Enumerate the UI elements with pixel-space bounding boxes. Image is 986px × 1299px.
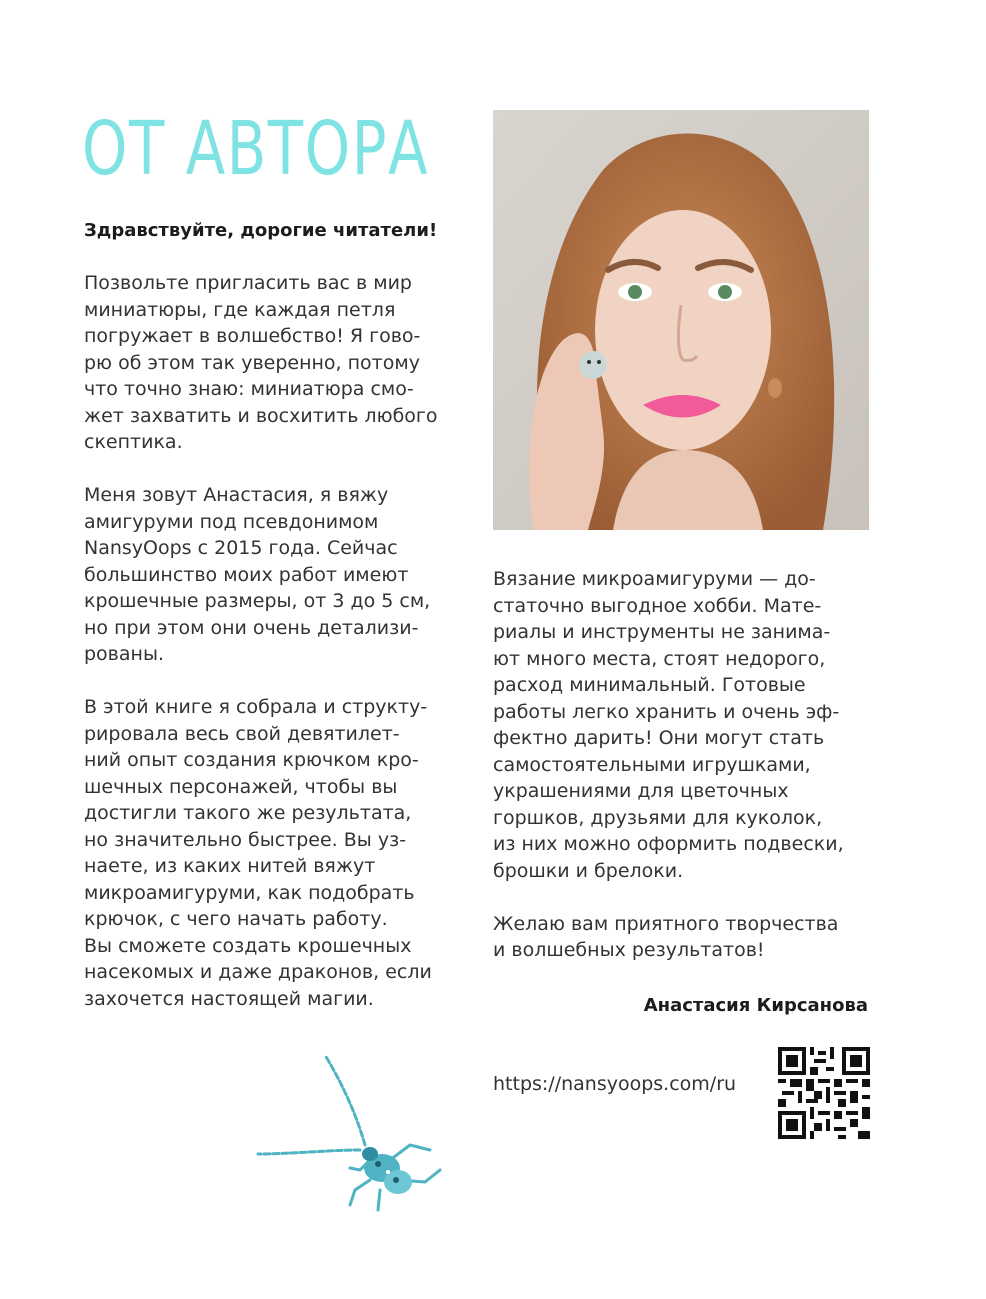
text-line: Позвольте пригласить вас в мир xyxy=(84,272,412,294)
text-line: Вы сможете создать крошечных xyxy=(84,934,412,957)
beetle-illustration xyxy=(250,1050,450,1220)
text-line: статочно выгодное хобби. Мате- xyxy=(493,594,822,617)
text-line: погружает в волшебство! Я гово- xyxy=(84,325,421,347)
text-line: скептика. xyxy=(84,431,183,453)
qr-code-icon xyxy=(778,1047,870,1139)
author-photo xyxy=(493,110,869,530)
text-line: рю об этом так уверенно, потому xyxy=(84,351,420,374)
paragraph-gap xyxy=(84,668,479,695)
text-line: микроамигуруми, как подобрать xyxy=(84,881,415,904)
text-line: рировала весь свой девятилет- xyxy=(84,722,400,745)
text-line: горшков, друзьями для куколок, xyxy=(493,806,823,829)
page-title: ОТ АВТОРА xyxy=(82,106,430,192)
text-line: жет захватить и восхитить любого xyxy=(84,404,438,427)
text-line: В этой книге я собрала и структу- xyxy=(84,696,428,718)
text-line: брошки и брелоки. xyxy=(493,859,684,882)
text-line: риалы и инструменты не занима- xyxy=(493,621,831,643)
text-line: наете, из каких нитей вяжут xyxy=(84,855,376,877)
left-text-column xyxy=(84,270,479,1012)
text-line: Меня зовут Анастасия, я вяжу xyxy=(84,484,389,506)
greeting: Здравствуйте, дорогие читатели! xyxy=(84,220,438,241)
text-line: и волшебных результатов! xyxy=(493,939,765,961)
text-line: Желаю вам приятного творчества xyxy=(493,912,839,935)
text-line: миниатюры, где каждая петля xyxy=(84,298,396,321)
text-line: амигуруми под псевдонимом xyxy=(84,510,379,533)
text-line: но значительно быстрее. Вы уз- xyxy=(84,828,407,851)
text-line: рованы. xyxy=(84,643,164,665)
text-line: достигли такого же результата, xyxy=(84,802,412,824)
paragraph-gap xyxy=(84,456,479,483)
text-line: украшениями для цветочных xyxy=(493,780,789,802)
website-link[interactable]: https://nansyoops.com/ru xyxy=(493,1073,737,1095)
text-line: фектно дарить! Они могут стать xyxy=(493,727,825,749)
text-line: насекомых и даже драконов, если xyxy=(84,961,432,983)
text-line: NansyOops с 2015 года. Сейчас xyxy=(84,537,398,559)
text-line: крошечные размеры, от 3 до 5 см, xyxy=(84,590,431,612)
text-line: Вязание микроамигуруми — до- xyxy=(493,568,816,590)
text-line: ний опыт создания крючком кро- xyxy=(84,749,419,771)
text-line: работы легко хранить и очень эф- xyxy=(493,700,840,723)
paragraph-gap xyxy=(493,884,883,911)
text-line: из них можно оформить подвески, xyxy=(493,833,844,855)
right-text-column xyxy=(493,566,883,964)
text-line: самостоятельными игрушками, xyxy=(493,753,811,776)
author-signature: Анастасия Кирсанова xyxy=(643,995,868,1016)
text-line: ют много места, стоят недорого, xyxy=(493,647,826,670)
text-line: большинство моих работ имеют xyxy=(84,563,409,586)
text-line: крючок, с чего начать работу. xyxy=(84,908,388,930)
text-line: шечных персонажей, чтобы вы xyxy=(84,775,398,798)
text-line: захочется настоящей магии. xyxy=(84,987,374,1010)
text-line: что точно знаю: миниатюра смо- xyxy=(84,378,414,400)
text-line: но при этом они очень детализи- xyxy=(84,616,419,639)
text-line: расход минимальный. Готовые xyxy=(493,674,806,696)
